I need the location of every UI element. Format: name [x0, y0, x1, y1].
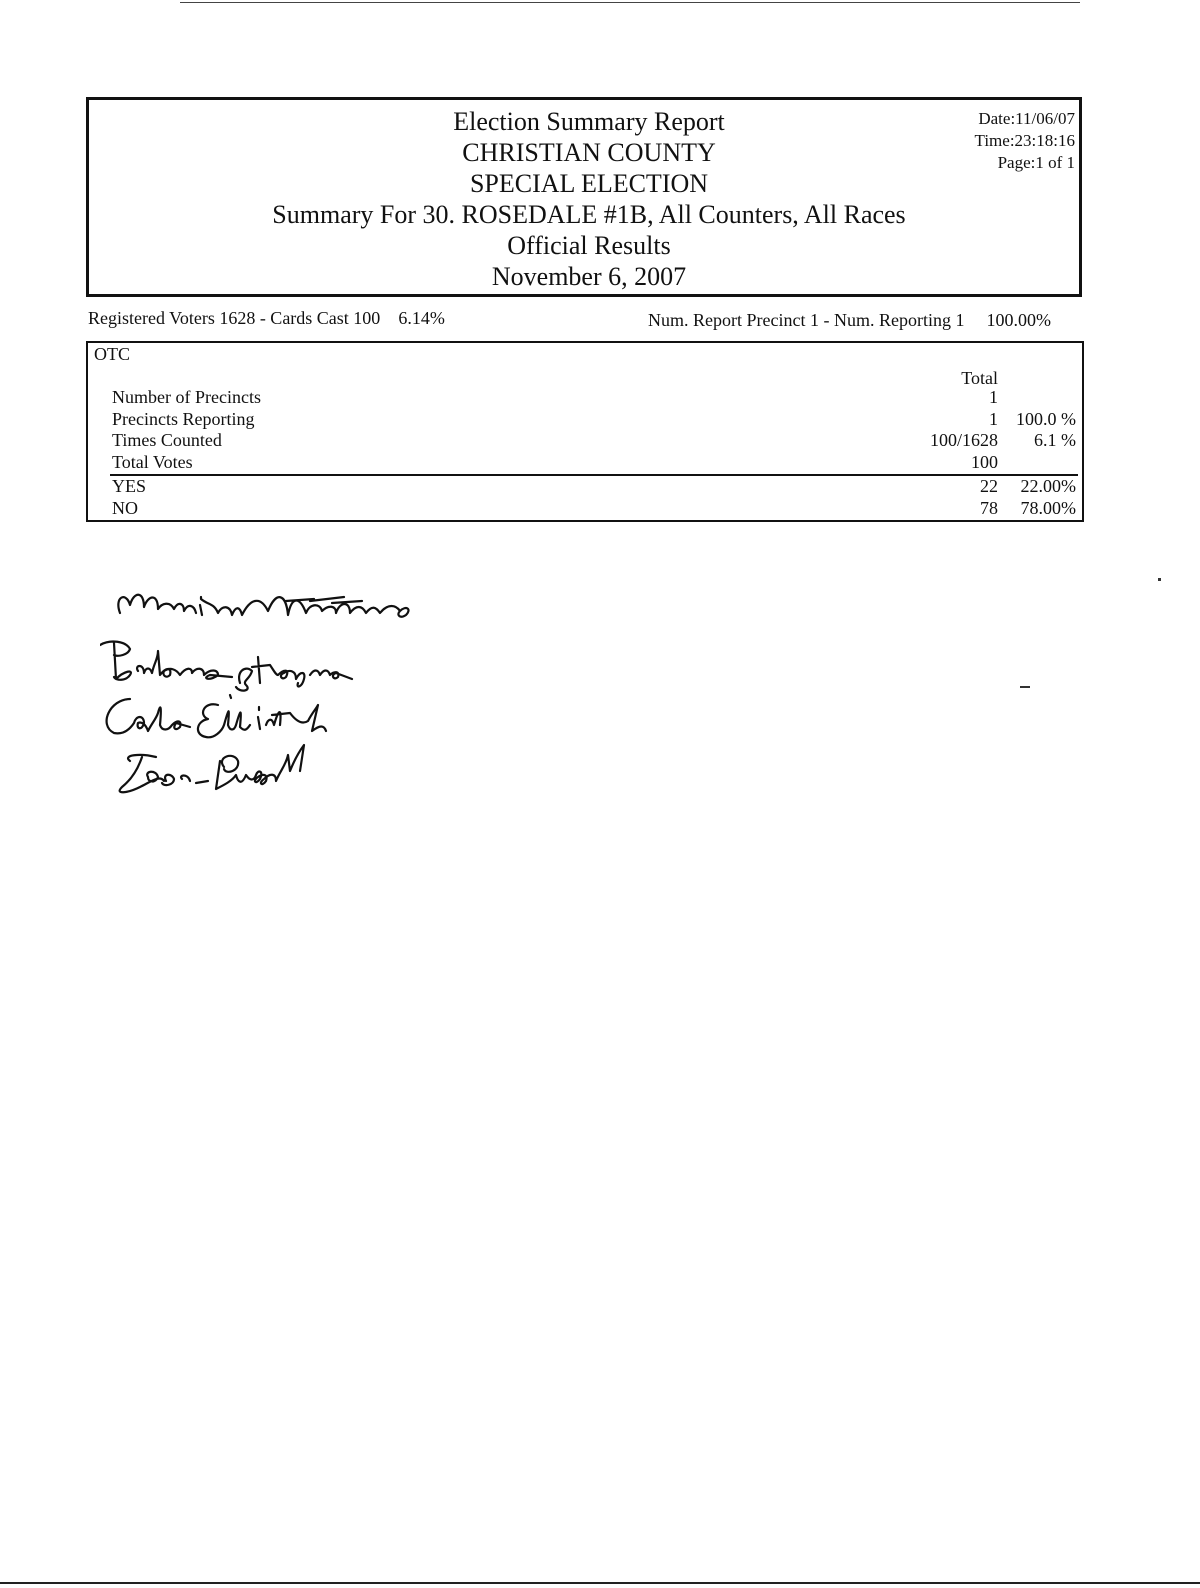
signature-3 [107, 699, 326, 737]
choice-label: YES [112, 476, 147, 496]
race-title: OTC [94, 344, 130, 364]
stat-row [88, 409, 1082, 431]
stat-value: 100/1628 [929, 430, 998, 450]
report-time: Time:23:18:16 [974, 131, 1075, 150]
stat-percent: 100.0 % [1016, 409, 1076, 429]
election-name: SPECIAL ELECTION [469, 169, 709, 198]
stat-row [88, 387, 1082, 409]
stat-value: 1 [989, 387, 998, 407]
signature-1 [118, 595, 408, 617]
scan-speck [1020, 686, 1030, 688]
choice-label: NO [112, 498, 138, 518]
report-meta [975, 108, 1075, 174]
choice-votes: 78 [980, 498, 998, 518]
turnout-percent: 6.14% [398, 308, 445, 328]
scan-edge-top [180, 2, 1080, 3]
signatures-drawing [100, 575, 520, 815]
voter-summary [88, 308, 445, 329]
registered-cards-text: Registered Voters 1628 - Cards Cast 100 [88, 308, 381, 328]
reporting-percent: 100.00% [986, 310, 1051, 330]
stat-label: Total Votes [112, 452, 193, 472]
stat-label: Precincts Reporting [112, 409, 255, 429]
stat-value: 1 [989, 409, 998, 429]
precinct-summary [648, 310, 1051, 331]
race-results-box [86, 341, 1084, 522]
signature-block [100, 575, 520, 815]
report-header [86, 97, 1082, 297]
report-title: Election Summary Report [453, 107, 725, 136]
choice-votes: 22 [980, 476, 998, 496]
scan-speck [1158, 578, 1161, 581]
results-status: Official Results [507, 231, 671, 260]
report-page: Page:1 of 1 [997, 153, 1075, 172]
election-date: November 6, 2007 [491, 262, 687, 291]
report-date: Date:11/06/07 [978, 109, 1075, 128]
stat-row [88, 452, 1082, 474]
scan-edge-bottom [0, 1582, 1200, 1584]
stat-label: Times Counted [112, 430, 222, 450]
choice-percent: 78.00% [1020, 498, 1076, 518]
stat-row [88, 430, 1082, 452]
stat-value: 100 [971, 452, 998, 472]
precinct-reporting-text: Num. Report Precinct 1 - Num. Reporting 1 [648, 310, 965, 330]
summary-scope: Summary For 30. ROSEDALE #1B, All Counters, All Races [272, 200, 906, 229]
choice-row [88, 498, 1082, 520]
choice-row [88, 476, 1082, 498]
signature-4 [120, 745, 304, 792]
county-name: CHRISTIAN COUNTY [462, 138, 716, 167]
choice-percent: 22.00% [1020, 476, 1076, 496]
signature-2 [100, 642, 352, 698]
stat-label: Number of Precincts [112, 387, 261, 407]
total-column-header: Total [961, 368, 998, 388]
stat-percent: 6.1 % [1034, 430, 1076, 450]
header-titles [89, 106, 1089, 292]
